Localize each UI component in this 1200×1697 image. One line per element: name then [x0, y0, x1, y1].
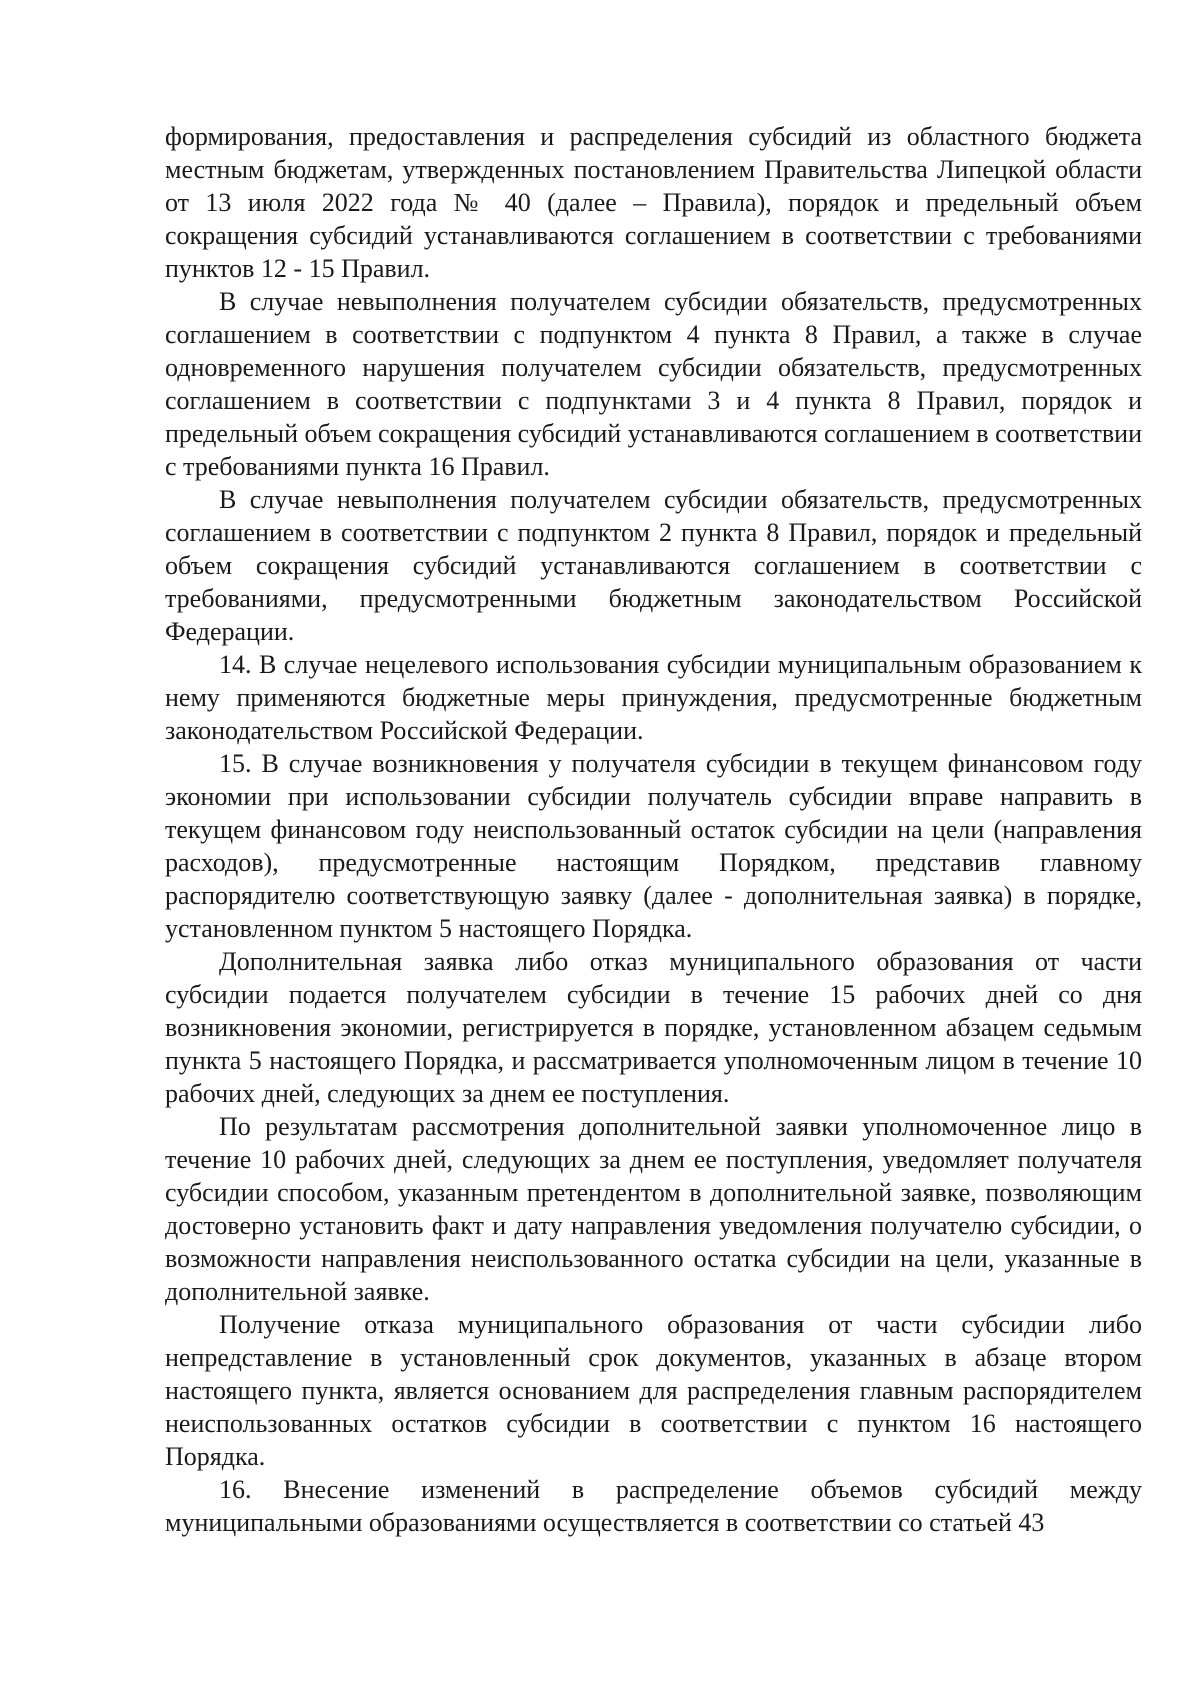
paragraph-item-15: 15. В случае возникновения у получателя субсидии в текущем финансовом году экономии при использовании субсидии получатель субсидии вправе направить в текущем финансовом году неиспользованный остаток субсидии на цели (направления расходов), предусмотренные настоящим Порядком, представив главному распорядителю соответствующую заявку (далее - дополнительная заявка) в порядке, установленном пунктом 5 настоящего Порядка. — [165, 749, 1142, 943]
paragraph-review-results: По результатам рассмотрения дополнительной заявки уполномоченное лицо в течение 10 рабочих дней, следующих за днем ее поступления, уведомляет получателя субсидии способом, указанным претендентом в дополнительной заявке, позволяющим достоверно установить факт и дату направления уведомления получателю субсидии, о возможности направления неиспользованного остатка субсидии на цели, указанные в дополнительной заявке. — [165, 1112, 1142, 1306]
paragraph-refusal-basis: Получение отказа муниципального образования от части субсидии либо непредставление в установленный срок документов, указанных в абзаце втором настоящего пункта, является основанием для распределения главным распорядителем неиспользованных остатков субсидии в соответствии с пунктом 16 настоящего Порядка. — [165, 1310, 1142, 1471]
paragraph-rules-reference: формирования, предоставления и распределения субсидий из областного бюджета местным бюджетам, утвержденных постановлением Правительства Липецкой области от 13 июля 2022 года № 40 (далее – Правила), порядок и предельный объем сокращения субсидий устанавливаются соглашением в соответствии с требованиями пунктов 12 - 15 Правил. — [165, 122, 1142, 283]
paragraph-subparagraph-4-violation: В случае невыполнения получателем субсидии обязательств, предусмотренных соглашением в соответствии с подпунктом 4 пункта 8 Правил, а также в случае одновременного нарушения получателем субсидии обязательств, предусмотренных соглашением в соответствии с подпунктами 3 и 4 пункта 8 Правил, порядок и предельный объем сокращения субсидий устанавливаются соглашением в соответствии с требованиями пункта 16 Правил. — [165, 287, 1142, 481]
paragraph-item-14: 14. В случае нецелевого использования субсидии муниципальным образованием к нему применяются бюджетные меры принуждения, предусмотренные бюджетным законодательством Российской Федерации. — [165, 650, 1142, 745]
document-body — [165, 120, 1142, 1539]
paragraph-additional-request: Дополнительная заявка либо отказ муниципального образования от части субсидии подается получателем субсидии в течение 15 рабочих дней со дня возникновения экономии, регистрируется в порядке, установленном абзацем седьмым пункта 5 настоящего Порядка, и рассматривается уполномоченным лицом в течение 10 рабочих дней, следующих за днем ее поступления. — [165, 947, 1142, 1108]
paragraph-item-16: 16. Внесение изменений в распределение объемов субсидий между муниципальными образованиями осуществляется в соответствии со статьей 43 — [165, 1475, 1142, 1537]
paragraph-subparagraph-2-violation: В случае невыполнения получателем субсидии обязательств, предусмотренных соглашением в соответствии с подпунктом 2 пункта 8 Правил, порядок и предельный объем сокращения субсидий устанавливаются соглашением в соответствии с требованиями, предусмотренными бюджетным законодательством Российской Федерации. — [165, 485, 1142, 646]
